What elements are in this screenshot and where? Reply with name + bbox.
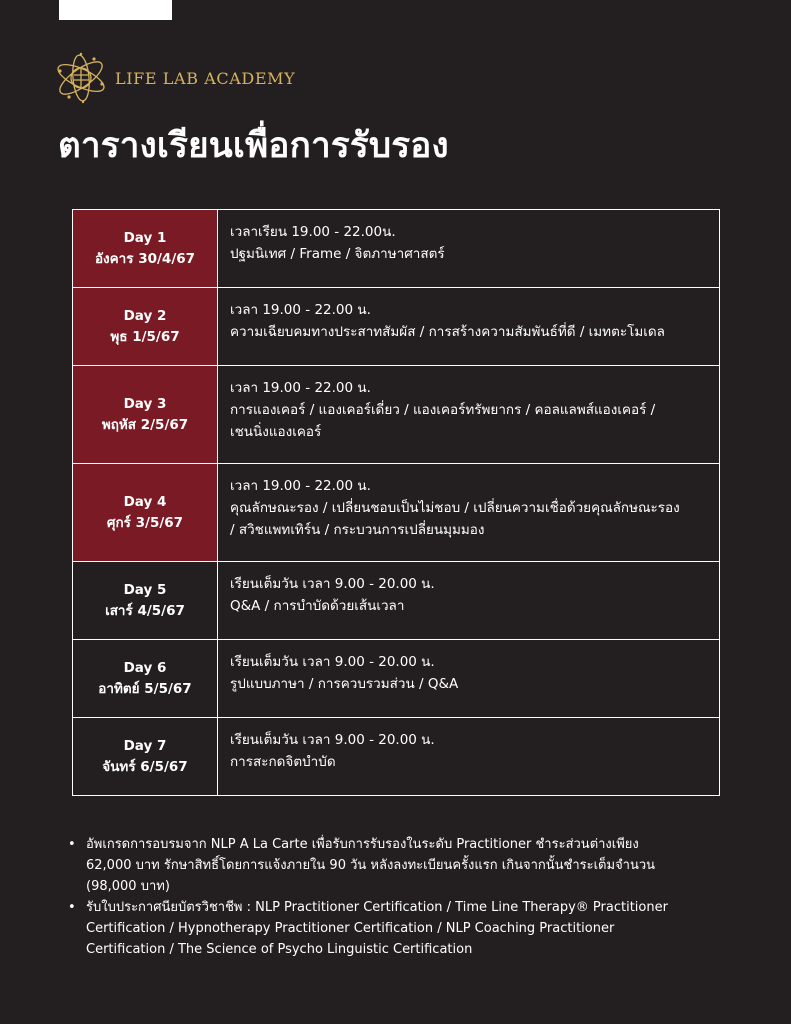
session-time: เรียนเต็มวัน เวลา 9.00 - 20.00 น. [230, 732, 435, 748]
session-topics: ปฐมนิเทศ / Frame / จิตภาษาศาสตร์ [230, 246, 445, 262]
day-label: Day 5 [123, 581, 167, 598]
session-time: เวลาเรียน 19.00 - 22.00น. [230, 224, 396, 240]
day-cell [73, 464, 218, 562]
session-details-cell [218, 366, 720, 464]
note-item [66, 897, 726, 960]
schedule-row [73, 210, 720, 288]
session-details-cell [218, 562, 720, 640]
day-date: ศุกร์ 3/5/67 [106, 514, 184, 531]
day-label: Day 6 [123, 659, 167, 676]
session-topics: เชนนิ่งแองเคอร์ [230, 424, 322, 440]
day-date: อังคาร 30/4/67 [94, 250, 196, 267]
note-text-line: (98,000 บาท) [86, 879, 170, 894]
bullet-icon: • [68, 837, 76, 852]
session-details-cell [218, 288, 720, 366]
schedule-row [73, 718, 720, 796]
atom-globe-logo-icon [54, 51, 108, 105]
day-label: Day 3 [123, 395, 167, 412]
brand-name: LIFE LAB ACADEMY [115, 68, 296, 88]
session-topics: การแองเคอร์ / แองเคอร์เดี่ยว / แองเคอร์ทรัพยากร / คอลแลพส์แองเคอร์ / [230, 402, 656, 418]
day-cell [73, 210, 218, 288]
schedule-row [73, 366, 720, 464]
day-cell [73, 562, 218, 640]
session-topics: / สวิชแพทเทิร์น / กระบวนการเปลี่ยนมุมมอง [230, 522, 485, 538]
session-time: เวลา 19.00 - 22.00 น. [230, 302, 371, 318]
day-date: เสาร์ 4/5/67 [105, 602, 185, 619]
brand-header [54, 52, 295, 104]
note-text-line: รับใบประกาศนียบัตรวิชาชีพ : NLP Practitioner Certification / Time Line Therapy® Practitioner [86, 900, 668, 915]
day-label: Day 1 [123, 229, 167, 246]
day-label: Day 7 [123, 737, 167, 754]
page-title: ตารางเรียนเพื่อการรับรอง [58, 126, 449, 166]
day-label: Day 4 [123, 493, 167, 510]
note-text-line: 62,000 บาท รักษาสิทธิ์โดยการแจ้งภายใน 90 วัน หลังลงทะเบียนครั้งแรก เกินจากนั้นชำระเต็มจำนวน [86, 858, 656, 873]
note-item [66, 834, 726, 897]
day-cell [73, 288, 218, 366]
session-topics: ความเฉียบคมทางประสาทสัมผัส / การสร้างความสัมพันธ์ที่ดี / เมทตะโมเดล [230, 324, 665, 340]
session-details-cell [218, 464, 720, 562]
schedule-row [73, 288, 720, 366]
session-topics: รูปแบบภาษา / การควบรวมส่วน / Q&A [230, 676, 459, 692]
session-time: เรียนเต็มวัน เวลา 9.00 - 20.00 น. [230, 654, 435, 670]
day-cell [73, 718, 218, 796]
schedule-table [72, 209, 720, 796]
day-date: พฤหัส 2/5/67 [101, 416, 189, 433]
session-details-cell [218, 640, 720, 718]
schedule-row [73, 562, 720, 640]
day-date: พุธ 1/5/67 [110, 328, 180, 345]
day-label: Day 2 [123, 307, 167, 324]
day-date: จันทร์ 6/5/67 [102, 758, 188, 775]
day-cell [73, 366, 218, 464]
schedule-row [73, 464, 720, 562]
session-topics: คุณลักษณะรอง / เปลี่ยนชอบเป็นไม่ชอบ / เปลี่ยนความเชื่อด้วยคุณลักษณะรอง [230, 500, 680, 516]
session-details-cell [218, 210, 720, 288]
top-white-tab [59, 0, 172, 20]
day-cell [73, 640, 218, 718]
session-time: เรียนเต็มวัน เวลา 9.00 - 20.00 น. [230, 576, 435, 592]
note-text-line: Certification / Hypnotherapy Practitioner Certification / NLP Coaching Practitioner [86, 921, 615, 936]
notes-list [66, 834, 726, 960]
schedule-row [73, 640, 720, 718]
note-text-line: อัพเกรดการอบรมจาก NLP A La Carte เพื่อรับการรับรองในระดับ Practitioner ชำระส่วนต่างเพียง [86, 837, 639, 852]
session-topics: Q&A / การบำบัดด้วยเส้นเวลา [230, 598, 405, 614]
session-details-cell [218, 718, 720, 796]
session-topics: การสะกดจิตบำบัด [230, 754, 336, 770]
session-time: เวลา 19.00 - 22.00 น. [230, 380, 371, 396]
bullet-icon: • [68, 900, 76, 915]
session-time: เวลา 19.00 - 22.00 น. [230, 478, 371, 494]
note-text-line: Certification / The Science of Psycho Linguistic Certification [86, 942, 473, 957]
day-date: อาทิตย์ 5/5/67 [98, 680, 192, 697]
